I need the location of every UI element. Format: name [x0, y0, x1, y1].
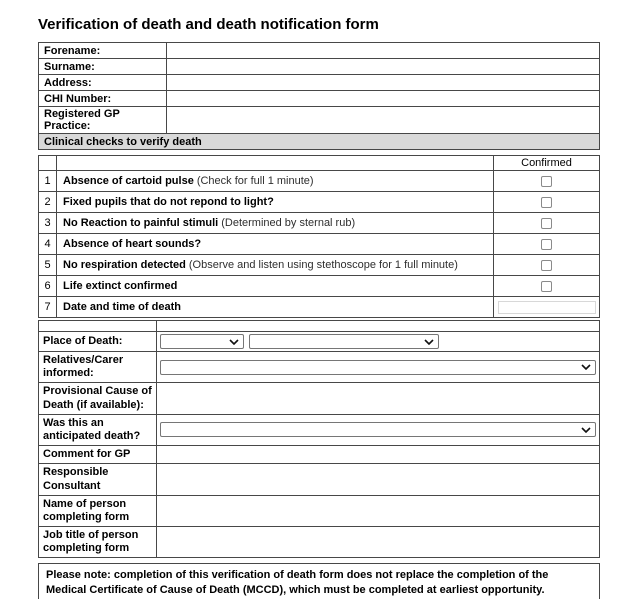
field-value-anticipated-death[interactable] [157, 414, 600, 445]
chevron-down-icon [581, 364, 591, 370]
footer-note: Please note: completion of this verification of death form does not replace the completion of the Medical Certificate of Cause of Death (MCCD), which must be completed at earliest opportunity. [38, 563, 600, 599]
field-label-place-of-death: Place of Death: [39, 332, 157, 352]
table-row [39, 171, 600, 192]
confirmed-column-header: Confirmed [494, 156, 600, 171]
field-value-name-of-completer[interactable] [157, 495, 600, 526]
table-row [39, 192, 600, 213]
confirmed-cell [494, 213, 600, 234]
field-value-relatives-informed[interactable] [157, 352, 600, 383]
field-label-provisional-cause: Provisional Cause of Death (if available): [39, 383, 157, 414]
field-label-job-title-of-completer: Job title of person completing form [39, 527, 157, 558]
patient-details-table [38, 42, 600, 150]
field-label-relatives-informed: Relatives/Carer informed: [39, 352, 157, 383]
relatives-informed-select[interactable] [160, 360, 596, 375]
check-number: 5 [39, 255, 57, 276]
field-value-forename[interactable] [167, 43, 600, 59]
table-row [39, 527, 600, 558]
confirmed-checkbox[interactable] [541, 176, 552, 187]
field-label-anticipated-death: Was this an anticipated death? [39, 414, 157, 445]
date-time-of-death-input[interactable] [498, 301, 596, 314]
chevron-down-icon [229, 339, 239, 345]
chevron-down-icon [424, 339, 434, 345]
check-description: No respiration detected (Observe and listen using stethoscope for 1 full minute) [57, 255, 494, 276]
number-header-cell [39, 156, 57, 171]
section-header-clinical-checks: Clinical checks to verify death [39, 134, 600, 150]
field-label-chi_number: CHI Number: [39, 91, 167, 107]
table-row [39, 276, 600, 297]
table-row [39, 59, 600, 75]
field-value-comment-for-gp[interactable] [157, 446, 600, 464]
table-row [39, 332, 600, 352]
table-row [39, 383, 600, 414]
place-of-death-select-1[interactable] [160, 334, 244, 349]
check-number: 3 [39, 213, 57, 234]
confirmed-checkbox[interactable] [541, 218, 552, 229]
field-value-chi_number[interactable] [167, 91, 600, 107]
table-row [39, 495, 600, 526]
table-header-row [39, 156, 600, 171]
table-row [39, 43, 600, 59]
confirmed-cell [494, 171, 600, 192]
check-description: No Reaction to painful stimuli (Determined by sternal rub) [57, 213, 494, 234]
field-value-job-title-of-completer[interactable] [157, 527, 600, 558]
field-label-spacer [39, 321, 157, 332]
confirmed-checkbox[interactable] [541, 239, 552, 250]
check-number: 7 [39, 297, 57, 318]
field-label-address: Address: [39, 75, 167, 91]
field-value-registered_gp_practice[interactable] [167, 107, 600, 134]
field-value-place-of-death[interactable] [157, 332, 600, 352]
check-description: Absence of heart sounds? [57, 234, 494, 255]
field-value-provisional-cause[interactable] [157, 383, 600, 414]
table-row [39, 134, 600, 150]
check-description: Fixed pupils that do not repond to light? [57, 192, 494, 213]
confirmed-cell [494, 276, 600, 297]
page-title: Verification of death and death notification form [38, 16, 379, 33]
confirmed-cell [494, 192, 600, 213]
table-row [39, 107, 600, 134]
field-label-comment-for-gp: Comment for GP [39, 446, 157, 464]
confirmed-checkbox[interactable] [541, 197, 552, 208]
field-value-spacer[interactable] [157, 321, 600, 332]
anticipated-death-select[interactable] [160, 422, 596, 437]
field-value-responsible-consultant[interactable] [157, 464, 600, 495]
confirmed-cell [494, 297, 600, 318]
field-label-name-of-completer: Name of person completing form [39, 495, 157, 526]
table-row [39, 234, 600, 255]
place-of-death-select-2[interactable] [249, 334, 439, 349]
check-number: 4 [39, 234, 57, 255]
field-label-forename: Forename: [39, 43, 167, 59]
confirmed-checkbox[interactable] [541, 281, 552, 292]
field-label-registered_gp_practice: Registered GP Practice: [39, 107, 167, 134]
clinical-checks-table [38, 155, 600, 318]
confirmed-checkbox[interactable] [541, 260, 552, 271]
check-description: Date and time of death [57, 297, 494, 318]
table-row [39, 255, 600, 276]
check-description: Life extinct confirmed [57, 276, 494, 297]
check-number: 1 [39, 171, 57, 192]
table-row [39, 414, 600, 445]
table-row [39, 321, 600, 332]
field-label-responsible-consultant: Responsible Consultant [39, 464, 157, 495]
table-row [39, 297, 600, 318]
table-row [39, 464, 600, 495]
check-header-cell [57, 156, 494, 171]
check-number: 2 [39, 192, 57, 213]
check-number: 6 [39, 276, 57, 297]
check-description: Absence of cartoid pulse (Check for full 1 minute) [57, 171, 494, 192]
field-value-address[interactable] [167, 75, 600, 91]
confirmed-cell [494, 234, 600, 255]
field-label-surname: Surname: [39, 59, 167, 75]
place-of-death-selects [160, 334, 596, 349]
confirmed-cell [494, 255, 600, 276]
chevron-down-icon [581, 427, 591, 433]
table-row [39, 213, 600, 234]
table-row [39, 446, 600, 464]
death-details-table [38, 320, 600, 558]
field-value-surname[interactable] [167, 59, 600, 75]
table-row [39, 352, 600, 383]
table-row [39, 91, 600, 107]
table-row [39, 75, 600, 91]
